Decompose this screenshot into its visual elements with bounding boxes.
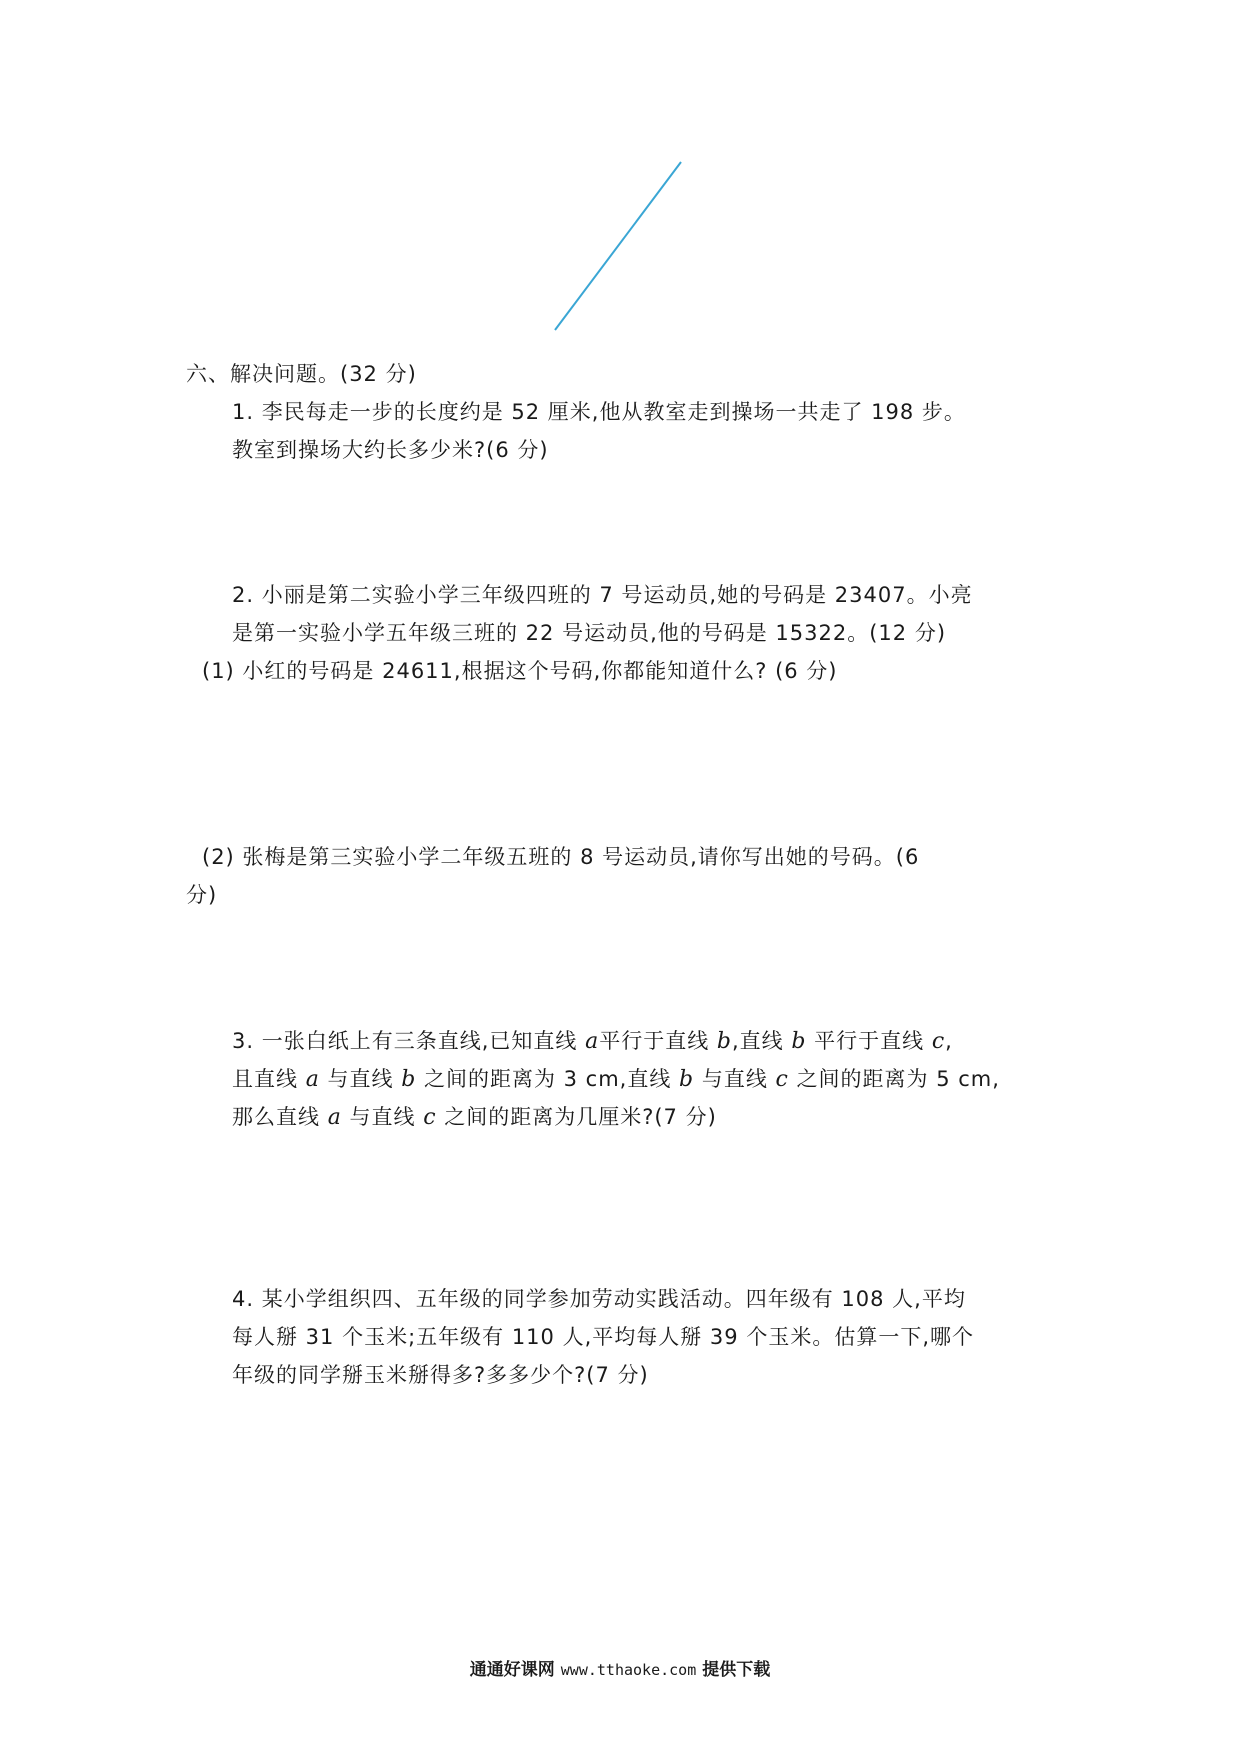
question-2-sub-2-line-2: 分) [186,883,218,907]
variable-a: a [327,1105,342,1130]
question-3-line-1 [232,1023,953,1060]
variable-b: b [679,1067,695,1092]
section-heading: 六、解决问题。(32 分) [186,362,417,386]
variable-b: b [716,1029,732,1054]
q3-text: 与直线 [701,1067,768,1091]
line-segment-figure [540,150,700,340]
q3-text: 与直线 [349,1105,416,1129]
q3-text: , [945,1029,953,1053]
q3-text: 且直线 [232,1067,298,1091]
footer-suffix: 提供下载 [702,1660,771,1680]
variable-b: b [401,1067,417,1092]
question-4-line-3: 年级的同学掰玉米掰得多?多多少个?(7 分) [232,1363,649,1387]
variable-b: b [791,1029,807,1054]
q3-text: 与直线 [327,1067,394,1091]
variable-c: c [931,1029,946,1054]
footer-url[interactable]: www.tthaoke.com [560,1661,697,1679]
question-4-line-2: 每人掰 31 个玉米;五年级有 110 人,平均每人掰 39 个玉米。估算一下,哪个 [232,1325,975,1349]
q3-text: 之间的距离为 3 cm,直线 [423,1067,672,1091]
question-2-sub-2-line-1: (2) 张梅是第三实验小学二年级五班的 8 号运动员,请你写出她的号码。(6 [202,845,920,869]
q3-text: 平行于直线 [599,1029,710,1053]
question-4-line-1: 4. 某小学组织四、五年级的同学参加劳动实践活动。四年级有 108 人,平均 [232,1287,966,1311]
line-segment [555,162,681,330]
question-3-line-3 [232,1099,717,1136]
question-1-line-1: 1. 李民每走一步的长度约是 52 厘米,他从教室走到操场一共走了 198 步。 [232,400,966,424]
q3-text: 之间的距离为 5 cm, [796,1067,1000,1091]
q3-text: ,直线 [731,1029,784,1053]
q3-text: 平行于直线 [814,1029,925,1053]
variable-a: a [305,1067,320,1092]
question-2-line-1: 2. 小丽是第二实验小学三年级四班的 7 号运动员,她的号码是 23407。小亮 [232,583,973,607]
variable-a: a [585,1029,600,1054]
footer-brand: 通通好课网 [469,1660,555,1680]
q3-text: 那么直线 [232,1105,320,1129]
question-1-line-2: 教室到操场大约长多少米?(6 分) [232,438,549,462]
q3-text: 3. 一张白纸上有三条直线,已知直线 [232,1029,578,1053]
q3-text: 之间的距离为几厘米?(7 分) [444,1105,717,1129]
variable-c: c [775,1067,789,1092]
footer [0,1658,1240,1682]
question-2-line-2: 是第一实验小学五年级三班的 22 号运动员,他的号码是 15322。(12 分) [232,621,947,645]
question-2-sub-1: (1) 小红的号码是 24611,根据这个号码,你都能知道什么? (6 分) [202,659,838,683]
variable-c: c [423,1105,437,1130]
question-3-line-2 [232,1061,1000,1098]
